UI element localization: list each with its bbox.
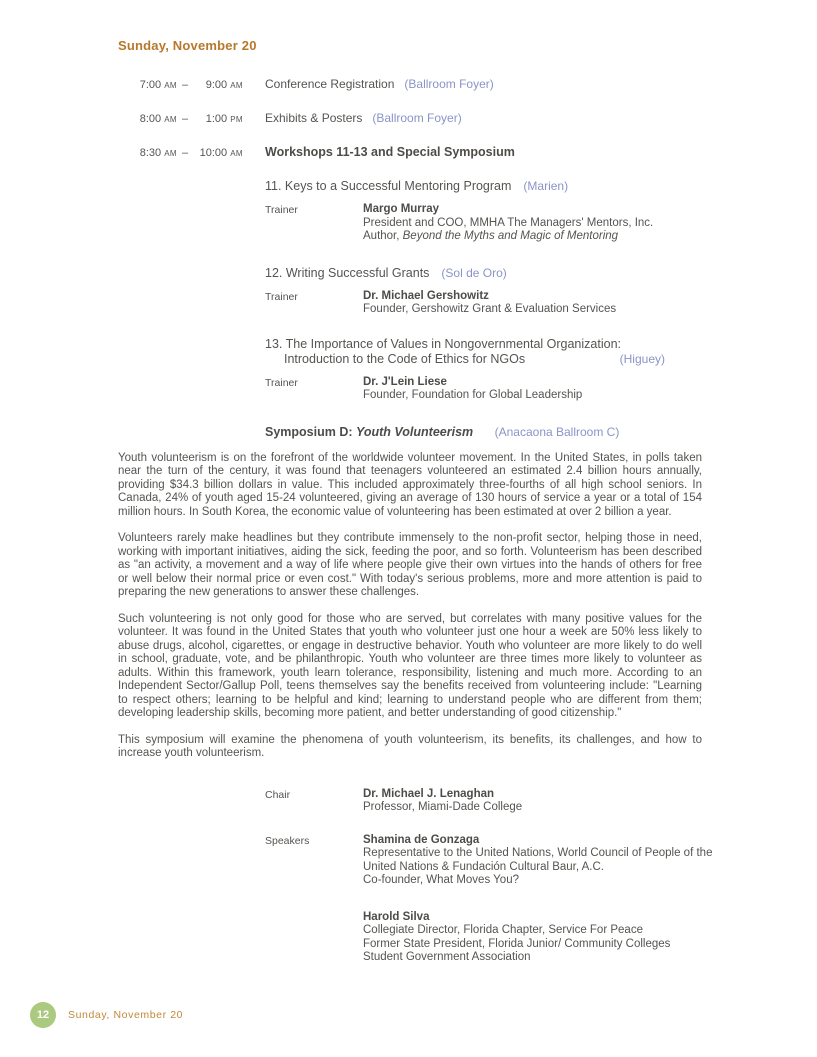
workshop-11 bbox=[265, 179, 665, 244]
speaker-title: Collegiate Director, Florida Chapter, Service For Peace bbox=[363, 924, 643, 936]
workshop-13 bbox=[265, 337, 665, 403]
event-location: (Ballroom Foyer) bbox=[372, 111, 462, 125]
trainer-title: President and COO, MMHA The Managers' Mentors, Inc. bbox=[363, 216, 654, 229]
workshop-title-line1: 13. The Importance of Values in Nongovernmental Organization: bbox=[265, 336, 621, 351]
paragraph: Volunteers rarely make headlines but they contribute immensely to the non-profit sector, helping those in need, working with important initiatives, aiding the sick, feeding the poor, and so forth. Volunteerism has been described as "an activity, a movement and a way of life where people give their own virtues into the hands of others for free or well below their normal price or even cost." With today's serious problems, more and more attention is paid to preparing the new generations to answer these challenges. bbox=[118, 532, 702, 598]
symposium-description bbox=[118, 452, 702, 761]
page-number-badge: 12 bbox=[30, 1002, 56, 1028]
symposium-location: (Anacaona Ballroom C) bbox=[494, 424, 620, 439]
trainer-title: Founder, Gershowitz Grant & Evaluation Services bbox=[363, 303, 617, 315]
role-label: Trainer bbox=[265, 376, 298, 389]
workshop-location: (Higuey) bbox=[619, 351, 665, 366]
time-start-period: AM bbox=[164, 149, 177, 158]
speaker-name: Shamina de Gonzaga bbox=[363, 833, 480, 846]
paragraph: This symposium will examine the phenomena of youth volunteerism, its benefits, its challenges, and how to increase youth volunteerism. bbox=[118, 733, 702, 759]
trainer-name: Dr. J'Lein Liese bbox=[363, 375, 447, 388]
event-location: (Ballroom Foyer) bbox=[404, 77, 494, 91]
trainer-info bbox=[363, 376, 582, 403]
schedule-time bbox=[133, 146, 243, 161]
footer-day-label: Sunday, November 20 bbox=[68, 1009, 184, 1021]
speaker bbox=[363, 834, 712, 888]
symposium-title: Youth Volunteerism bbox=[356, 424, 474, 439]
workshop-title: 12. Writing Successful Grants bbox=[265, 265, 430, 280]
chair-title: Professor, Miami-Dade College bbox=[363, 801, 523, 813]
time-end-period: PM bbox=[230, 115, 243, 124]
time-end: 9:00 bbox=[205, 79, 228, 91]
speaker bbox=[363, 911, 712, 965]
chair-block bbox=[265, 788, 817, 815]
time-start-period: AM bbox=[164, 81, 177, 90]
workshop-title-line2: Introduction to the Code of Ethics for NGOs bbox=[284, 351, 526, 366]
time-end: 10:00 bbox=[199, 147, 228, 159]
trainer-name: Margo Murray bbox=[363, 203, 440, 215]
role-label: Trainer bbox=[265, 290, 298, 303]
time-separator: – bbox=[181, 147, 189, 159]
time-start: 7:00 bbox=[139, 79, 162, 91]
schedule-row-registration bbox=[133, 77, 817, 93]
workshop-12 bbox=[265, 266, 665, 317]
workshop-location: (Marien) bbox=[523, 179, 569, 193]
role-label: Chair bbox=[265, 788, 291, 801]
speaker-title: Former State President, Florida Junior/ Community Colleges bbox=[363, 937, 671, 950]
speakers-block bbox=[265, 834, 817, 965]
paragraph: Youth volunteerism is on the forefront of the worldwide volunteer movement. In the United States, in polls taken near the turn of the century, it was found that teenagers volunteered an estimated 2.4 billion hours annually, providing $34.3 billion dollars in value. This included approximately three-fourths of all high school seniors. In Canada, 24% of youth aged 15-24 volunteered, giving an average of 130 hours of service a year or a total of 154 million hours. In South Korea, the economic value of volunteering has been estimated at over 2 billion a year. bbox=[118, 451, 702, 518]
speakers-info bbox=[363, 834, 712, 965]
time-start: 8:00 bbox=[139, 113, 162, 125]
trainer-info bbox=[363, 203, 653, 244]
time-end-period: AM bbox=[230, 149, 243, 158]
event-title: Exhibits & Posters bbox=[265, 111, 363, 125]
time-separator: – bbox=[181, 79, 189, 91]
schedule-row-exhibits bbox=[133, 111, 817, 127]
time-separator: – bbox=[181, 113, 189, 125]
speaker-title: Student Government Association bbox=[363, 951, 531, 963]
paragraph: Such volunteering is not only good for those who are served, but correlates with many positive values for the volunteer. It was found in the United States that youth who volunteer just one hour a week are 50% less likely to abuse drugs, alcohol, cigarettes, or engage in destructive behavior. Youth who volunteer are more likely to do well in school, graduate, vote, and be philanthropic. Youth who volunteer are three times more likely to volunteer as adults. Within this framework, youth learn tolerance, responsibility, listening and much more. According to an Independent Sector/Gallup Poll, teens themselves say the benefits received from volunteering include: "Learning to respect others; learning to be helpful and kind; learning to understand people who are different from them; developing leadership skills, becoming more patient, and better understanding of good citizenship." bbox=[118, 612, 702, 719]
workshop-title: 11. Keys to a Successful Mentoring Program bbox=[265, 179, 512, 193]
trainer-title: Founder, Foundation for Global Leadership bbox=[363, 389, 583, 401]
page-footer bbox=[30, 1002, 183, 1028]
speaker-title: Co-founder, What Moves You? bbox=[363, 874, 519, 886]
speaker-title: United Nations & Fundación Cultural Baur, A.C. bbox=[363, 860, 604, 873]
event-title: Conference Registration bbox=[265, 77, 395, 91]
time-start: 8:30 bbox=[139, 147, 162, 159]
event-title: Workshops 11-13 and Special Symposium bbox=[265, 145, 515, 159]
book-title: Beyond the Myths and Magic of Mentoring bbox=[402, 230, 619, 242]
role-label: Speakers bbox=[265, 834, 310, 847]
symposium-heading bbox=[265, 425, 817, 440]
symposium-label: Symposium D: bbox=[265, 424, 353, 439]
time-end-period: AM bbox=[230, 81, 243, 90]
speaker-name: Harold Silva bbox=[363, 910, 430, 923]
chair-name: Dr. Michael J. Lenaghan bbox=[363, 787, 495, 800]
schedule-row-workshops bbox=[133, 145, 817, 161]
schedule-time bbox=[133, 112, 243, 127]
time-end: 1:00 bbox=[205, 113, 228, 125]
schedule-time bbox=[133, 78, 243, 93]
trainer-authorship: Author, Beyond the Myths and Magic of Mentoring bbox=[363, 230, 619, 242]
trainer-info bbox=[363, 290, 616, 317]
schedule-list bbox=[133, 77, 817, 161]
time-start-period: AM bbox=[164, 115, 177, 124]
day-heading: Sunday, November 20 bbox=[118, 38, 257, 53]
trainer-name: Dr. Michael Gershowitz bbox=[363, 289, 489, 302]
chair-info bbox=[363, 788, 522, 815]
speaker-title: Representative to the United Nations, World Council of People of the bbox=[363, 847, 713, 859]
role-label: Trainer bbox=[265, 204, 298, 216]
workshop-location: (Sol de Oro) bbox=[441, 265, 507, 280]
